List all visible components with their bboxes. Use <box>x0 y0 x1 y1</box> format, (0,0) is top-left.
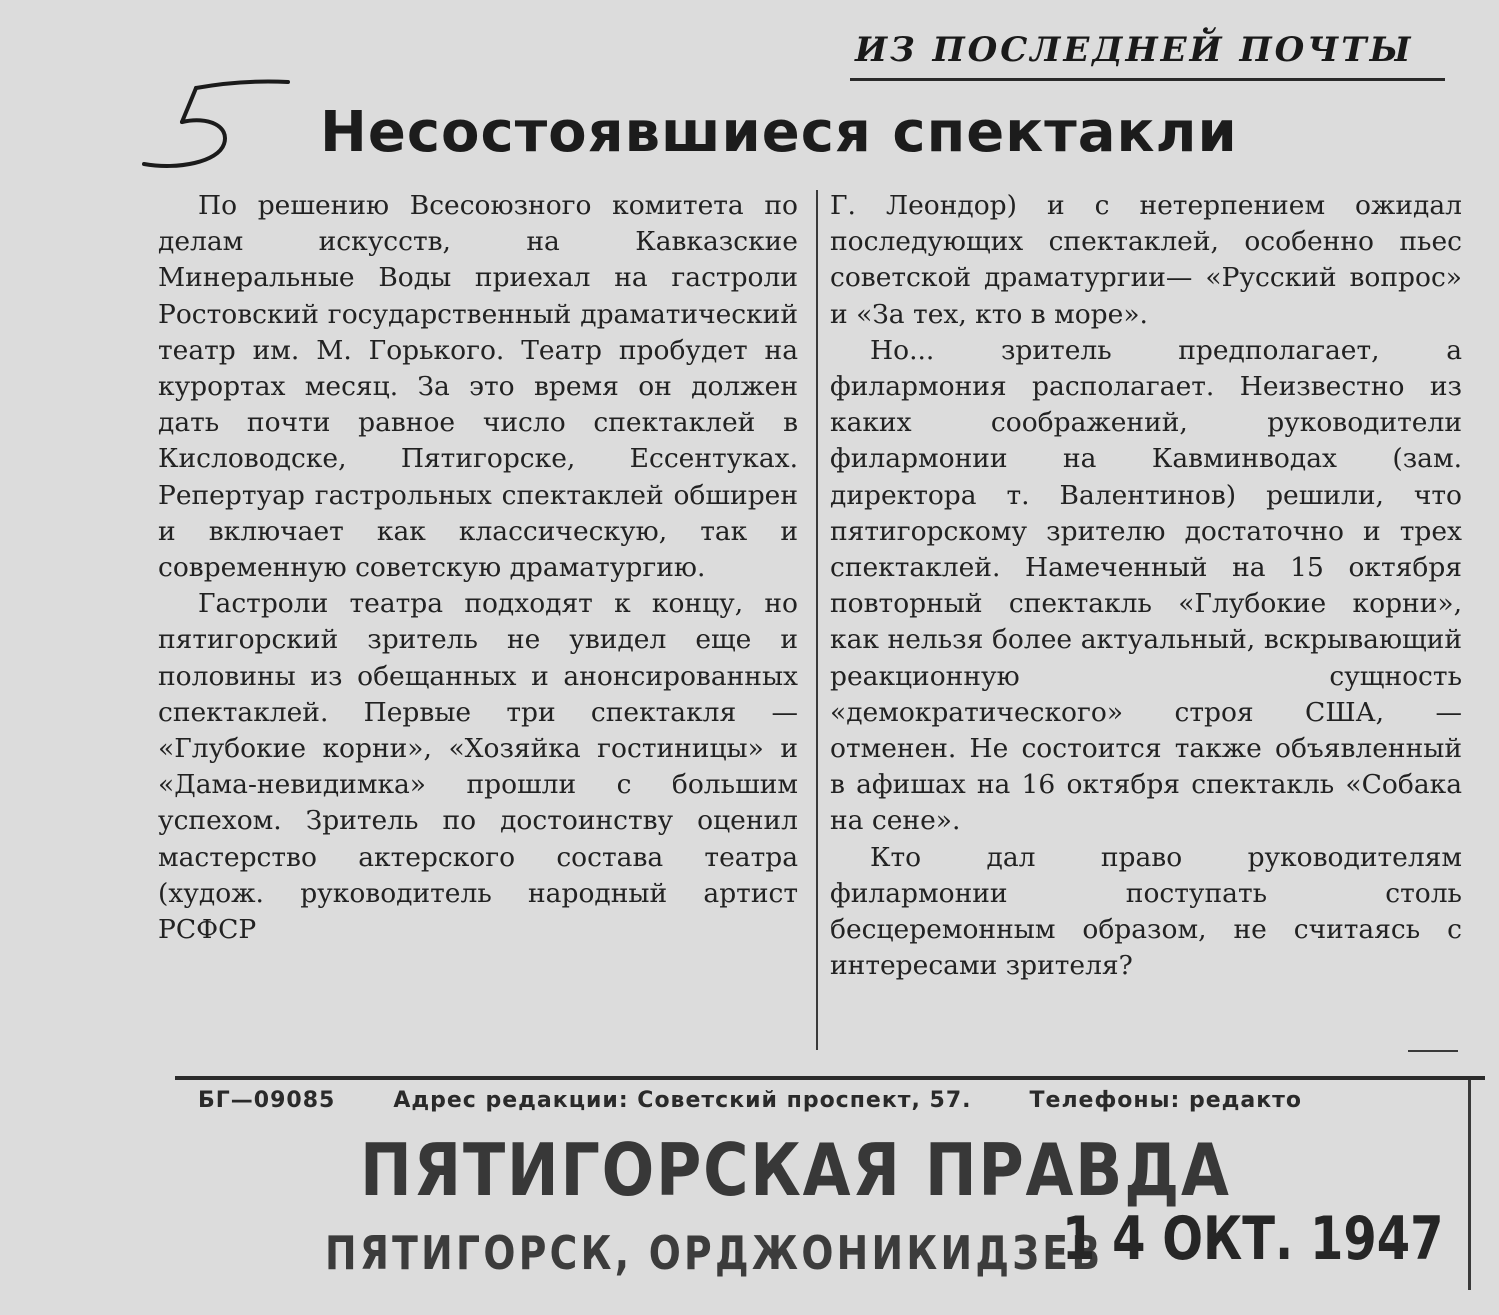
column-divider <box>816 190 818 1050</box>
paragraph: Гастроли театра подходят к концу, но пятигорский зритель не увидел еще и половины из обещанных и анонсированных спектаклей. Первые три спектакля — «Глубокие корни», «Хозяйка гостиницы» и «Дама-невидимка» прошли с большим успехом. Зритель по достоинству оценил мастерство актерского состава театра (худож. руководитель народный артист РСФСР <box>158 588 798 946</box>
side-rule <box>1468 1080 1471 1290</box>
imprint-phones: Телефоны: редакто <box>1029 1088 1303 1113</box>
stamp-place: ПЯТИГОРСК, ОРДЖОНИКИДЗЕВ <box>325 1226 1104 1280</box>
paragraph: По решению Всесоюзного комитета по делам искусств, на Кавказские Минеральные Воды приехал на гастроли Ростовский государственный драматический театр им. М. Горького. Театр пробудет на курортах месяц. За это время он должен дать почти равное число спектаклей в Кисловодске, Пятигорске, Ессентуках. Репертуар гастрольных спектаклей обширен и включает как классическую, так и современную советскую драматургию. <box>158 190 798 584</box>
section-rubric: ИЗ ПОСЛЕДНЕЙ ПОЧТЫ <box>855 30 1414 70</box>
article-headline: Несостоявшиеся спектакли <box>320 100 1238 165</box>
stamp-date: 1 4 ОКТ. 1947 <box>1062 1204 1444 1274</box>
article-column-left <box>158 188 798 948</box>
article-end-mark <box>1408 1050 1458 1052</box>
paragraph: Кто дал право руководителям филармонии поступать столь бесцеремонным образом, не считаясь с интересами зрителя? <box>830 841 1462 982</box>
imprint-address: Адрес редакции: Советский проспект, 57. <box>393 1088 972 1113</box>
article-column-right <box>830 188 1462 984</box>
stamp-newspaper-title: ПЯТИГОРСКАЯ ПРАВДА <box>360 1128 1231 1212</box>
footer-rule <box>175 1076 1485 1080</box>
imprint-code: БГ—09085 <box>198 1088 336 1113</box>
paragraph: Г. Леондор) и с нетерпением ожидал последующих спектаклей, особенно пьес советской драматургии— «Русский вопрос» и «За тех, кто в море». <box>830 190 1462 330</box>
imprint-line <box>198 1088 1488 1113</box>
rubric-underline <box>850 78 1445 81</box>
paragraph: Но... зритель предполагает, а филармония располагает. Неизвестно из каких соображений, руководители филармонии на Кавминводах (зам. директора т. Валентинов) решили, что пятигорскому зрителю достаточно и трех спектаклей. Намеченный на 15 октября повторный спектакль «Глубокие корни», как нельзя более актуальный, вскрывающий реакционную сущность «демократического» строя США, — отменен. Не состоится также объявленный в афишах на 16 октября спектакль «Собака на сене». <box>830 334 1462 837</box>
handwritten-number-5 <box>138 78 308 178</box>
